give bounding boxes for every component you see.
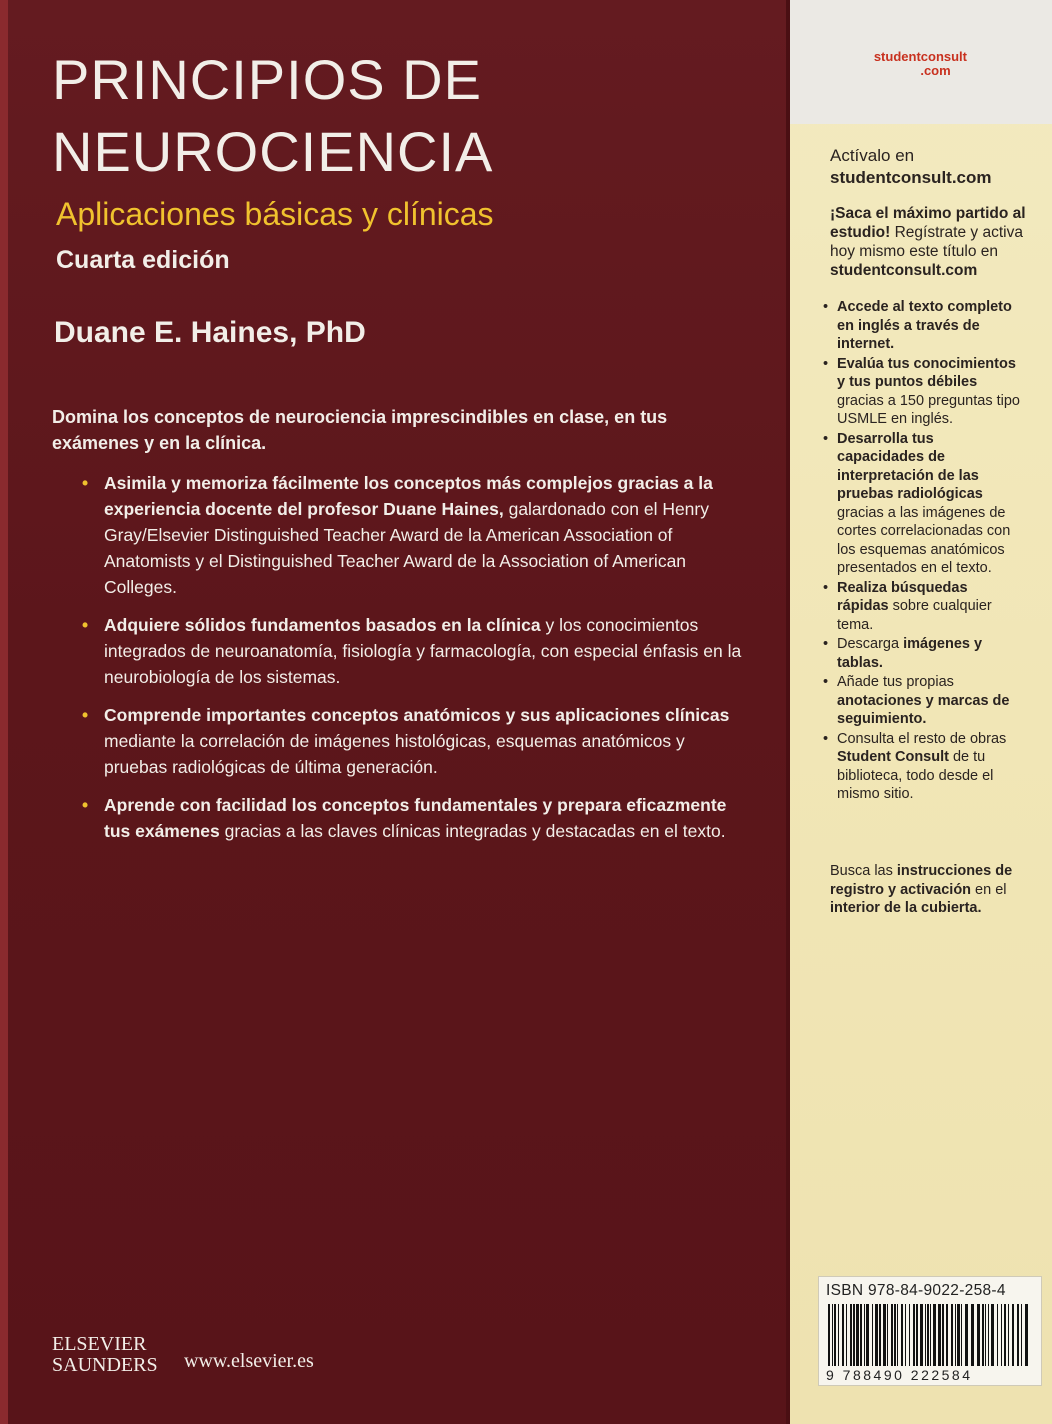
- barcode-bar: [832, 1304, 833, 1366]
- feature-bold: Aprende con facilidad los conceptos fundamentales y prepara eficazmente tus exámenes: [104, 795, 727, 841]
- barcode-bar: [864, 1304, 865, 1366]
- barcode-bar: [901, 1304, 903, 1366]
- feature-text: Añade tus propias: [837, 674, 954, 690]
- isbn-label: ISBN 978-84-9022-258-4: [826, 1282, 1006, 1299]
- barcode-bar: [1017, 1304, 1019, 1366]
- barcode-bar: [977, 1304, 980, 1366]
- feature-item: [82, 792, 742, 844]
- instruction-text: en el: [971, 881, 1007, 898]
- barcode-bar: [879, 1304, 881, 1366]
- activation-instructions: [830, 862, 1030, 918]
- bullet-icon: •: [823, 430, 829, 447]
- intro-text: Domina los conceptos de neurociencia imprescindibles en clase, en tus exámenes y en la clínica.: [52, 407, 668, 453]
- ean-number: 9 788490 222584: [826, 1367, 973, 1383]
- sidebar-feature-list: [823, 298, 1023, 805]
- bullet-icon: •: [82, 615, 89, 635]
- bullet-icon: •: [823, 674, 829, 690]
- barcode-bar: [1008, 1304, 1009, 1366]
- barcode-bar: [838, 1304, 839, 1366]
- barcode-bar: [894, 1304, 896, 1366]
- activate-line-2: studentconsult.com: [830, 168, 992, 187]
- edition: Cuarta edición: [56, 246, 230, 274]
- barcode-bar: [1025, 1304, 1028, 1366]
- barcode-bar: [982, 1304, 984, 1366]
- promo-site: studentconsult.com: [830, 262, 978, 279]
- barcode-bar: [828, 1304, 830, 1366]
- bullet-icon: •: [823, 579, 829, 596]
- sidebar-feature-item: [823, 579, 1023, 635]
- barcode-bar: [856, 1304, 859, 1366]
- barcode-bar: [846, 1304, 847, 1366]
- bullet-icon: •: [823, 636, 829, 652]
- barcode-bar: [965, 1304, 968, 1366]
- title-line-1: PRINCIPIOS DE: [52, 48, 482, 111]
- feature-item: [82, 470, 742, 600]
- barcode-bar: [985, 1304, 986, 1366]
- barcode-bar: [875, 1304, 878, 1366]
- barcode-bar: [930, 1304, 931, 1366]
- barcode-bar: [909, 1304, 910, 1366]
- barcode-image: [826, 1304, 1032, 1366]
- barcode-bar: [1001, 1304, 1002, 1366]
- feature-bold: Asimila y memoriza fácilmente los conceptos más complejos gracias a la experiencia docente del profesor Duane Haines,: [104, 473, 713, 519]
- barcode-bar: [887, 1304, 888, 1366]
- feature-bold: Accede al texto completo en inglés a través de internet.: [837, 299, 1012, 352]
- activate-heading: [830, 145, 1030, 189]
- feature-text: de tu biblioteca, todo desde el mismo sitio.: [837, 749, 994, 802]
- feature-text: gracias a las imágenes de cortes correlacionadas con los esquemas anatómicos presentados en el texto.: [837, 504, 1011, 576]
- barcode-bar: [916, 1304, 918, 1366]
- feature-list: [82, 470, 742, 856]
- feature-text: y los conocimientos integrados de neuroanatomía, fisiología y farmacología, con especial énfasis en la neurobiología de los sistemas.: [104, 615, 742, 687]
- feature-bold: Realiza búsquedas rápidas: [837, 579, 968, 614]
- promo-bold: ¡Saca el máximo partido al estudio!: [830, 205, 1026, 241]
- barcode-bar: [961, 1304, 962, 1366]
- barcode-bar: [1021, 1304, 1022, 1366]
- publisher-line-2: SAUNDERS: [52, 1354, 158, 1376]
- barcode-bar: [891, 1304, 893, 1366]
- barcode-bar: [920, 1304, 923, 1366]
- barcode-bar: [933, 1304, 936, 1366]
- instruction-text: Busca las: [830, 863, 897, 879]
- bullet-icon: •: [82, 705, 89, 725]
- feature-item: [82, 702, 742, 780]
- instruction-bold: interior de la cubierta.: [830, 900, 982, 916]
- bullet-icon: •: [82, 473, 89, 493]
- feature-text: gracias a 150 preguntas tipo USMLE en inglés.: [837, 392, 1020, 427]
- feature-item: [82, 612, 742, 690]
- barcode-bar: [897, 1304, 898, 1366]
- activate-line-1: Actívalo en: [830, 146, 915, 165]
- bullet-icon: •: [823, 355, 829, 372]
- barcode-bar: [1012, 1304, 1014, 1366]
- publisher-line-1: ELSEVIER: [52, 1333, 147, 1355]
- feature-text: mediante la correlación de imágenes histológicas, esquemas anatómicos y pruebas radiológicas de última generación.: [104, 731, 685, 777]
- bullet-icon: •: [823, 299, 829, 315]
- barcode-bar: [872, 1304, 873, 1366]
- sidebar-feature-item: [823, 730, 1023, 804]
- barcode-bar: [955, 1304, 956, 1366]
- feature-bold: anotaciones y marcas de seguimiento.: [837, 692, 1010, 727]
- studentconsult-logo: [872, 50, 967, 78]
- feature-text: gracias a las claves clínicas integradas y destacadas en el texto.: [219, 821, 726, 841]
- feature-bold: imágenes y tablas.: [837, 636, 983, 671]
- subtitle: Aplicaciones básicas y clínicas: [56, 196, 494, 232]
- bullet-icon: •: [82, 795, 89, 815]
- feature-text: Consulta el resto de obras: [837, 730, 1007, 747]
- logo-line-1: studentconsult: [873, 49, 967, 64]
- feature-bold: Evalúa tus conocimientos y tus puntos débiles: [837, 355, 1016, 390]
- promo-text: [830, 204, 1030, 280]
- barcode-bar: [951, 1304, 953, 1366]
- spine-edge: [0, 0, 8, 1424]
- feature-text: Descarga: [837, 636, 904, 652]
- barcode-bar: [905, 1304, 906, 1366]
- sidebar-feature-item: [823, 355, 1023, 429]
- barcode-bar: [834, 1304, 836, 1366]
- barcode-bar: [853, 1304, 855, 1366]
- barcode-bar: [957, 1304, 960, 1366]
- sidebar-feature-item: [823, 673, 1023, 729]
- sidebar-feature-item: [823, 430, 1023, 578]
- publisher-logo: [52, 1334, 158, 1376]
- barcode-bar: [1004, 1304, 1006, 1366]
- barcode-bar: [927, 1304, 929, 1366]
- instruction-bold: instrucciones de registro y activación: [830, 863, 1013, 898]
- barcode-bar: [938, 1304, 941, 1366]
- barcode-bar: [942, 1304, 944, 1366]
- feature-text: galardonado con el Henry Gray/Elsevier Distinguished Teacher Award de la American Association of Anatomists y el Distinguished Teacher Award de la Association of American Colleges.: [104, 499, 709, 597]
- barcode-bar: [842, 1304, 844, 1366]
- barcode-bar: [988, 1304, 989, 1366]
- feature-bold: Desarrolla tus capacidades de interpretación de las pruebas radiológicas: [837, 430, 983, 502]
- publisher-website: www.elsevier.es: [184, 1350, 314, 1372]
- barcode-bar: [946, 1304, 948, 1366]
- feature-bold: Adquiere sólidos fundamentos basados en la clínica: [104, 615, 541, 635]
- barcode-bar: [883, 1304, 886, 1366]
- barcode-bar: [913, 1304, 915, 1366]
- barcode-bar: [991, 1304, 994, 1366]
- bullet-icon: •: [823, 730, 829, 747]
- barcode-bar: [860, 1304, 862, 1366]
- author: Duane E. Haines, PhD: [54, 316, 366, 349]
- feature-text: sobre cualquier tema.: [837, 598, 992, 633]
- barcode-bar: [866, 1304, 869, 1366]
- barcode-bar: [925, 1304, 926, 1366]
- sidebar-feature-item: [823, 298, 1023, 354]
- feature-bold: Student Consult: [837, 749, 949, 765]
- barcode-bar: [971, 1304, 974, 1366]
- promo-body: Regístrate y activa hoy mismo este título en: [830, 224, 1023, 260]
- barcode-bar: [850, 1304, 852, 1366]
- sidebar-feature-item: [823, 635, 1023, 672]
- title-line-2: NEUROCIENCIA: [52, 120, 494, 183]
- feature-bold: Comprende importantes conceptos anatómicos y sus aplicaciones clínicas: [104, 705, 730, 725]
- barcode-bar: [997, 1304, 998, 1366]
- logo-line-2: .com: [920, 63, 951, 78]
